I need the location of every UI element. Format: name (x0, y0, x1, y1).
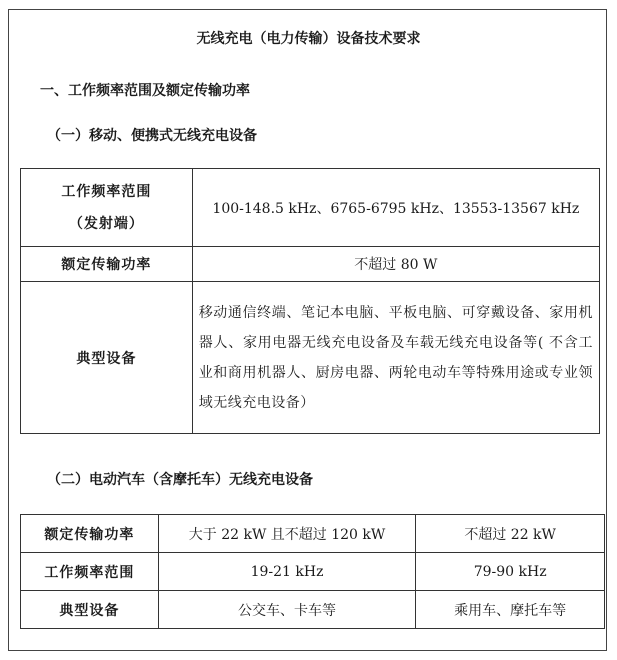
table-row (21, 247, 600, 282)
ev-rated-power-label: 额定传输功率 (21, 515, 159, 553)
table-row (21, 169, 600, 247)
subsection-heading-portable: （一）移动、便携式无线充电设备 (47, 128, 257, 144)
subsection-heading-ev: （二）电动汽车（含摩托车）无线充电设备 (47, 472, 313, 488)
ev-typical-devices-label: 典型设备 (21, 591, 159, 629)
frequency-range-value: 100-148.5 kHz、6765-6795 kHz、13553-13567 kHz (192, 169, 599, 247)
typical-devices-value: 移动通信终端、笔记本电脑、平板电脑、可穿戴设备、家用机器人、家用电器无线充电设备及车载无线充电设备等( 不含工业和商用机器人、厨房电器、两轮电动车等特殊用途或专业领域无线充电设备） (192, 282, 599, 434)
table-row (21, 553, 605, 591)
ev-frequency-range-high: 19-21 kHz (158, 553, 416, 591)
ev-devices-table (20, 514, 605, 629)
rated-power-label: 额定传输功率 (21, 247, 193, 282)
ev-rated-power-low: 不超过 22 kW (416, 515, 605, 553)
section-heading: 一、工作频率范围及额定传输功率 (40, 83, 250, 99)
document-title: 无线充电（电力传输）设备技术要求 (196, 31, 421, 47)
ev-rated-power-high: 大于 22 kW 且不超过 120 kW (158, 515, 416, 553)
frequency-range-label-line1: 工作频率范围 (61, 183, 152, 200)
table-row (21, 282, 600, 434)
ev-frequency-range-label: 工作频率范围 (21, 553, 159, 591)
frequency-range-label-line2: （发射端） (68, 215, 144, 232)
ev-typical-devices-high: 公交车、卡车等 (158, 591, 416, 629)
rated-power-value: 不超过 80 W (192, 247, 599, 282)
frequency-range-label (21, 169, 193, 247)
typical-devices-label: 典型设备 (21, 282, 193, 434)
portable-devices-table (20, 168, 600, 434)
table-row (21, 515, 605, 553)
ev-frequency-range-low: 79-90 kHz (416, 553, 605, 591)
table-row (21, 591, 605, 629)
ev-typical-devices-low: 乘用车、摩托车等 (416, 591, 605, 629)
